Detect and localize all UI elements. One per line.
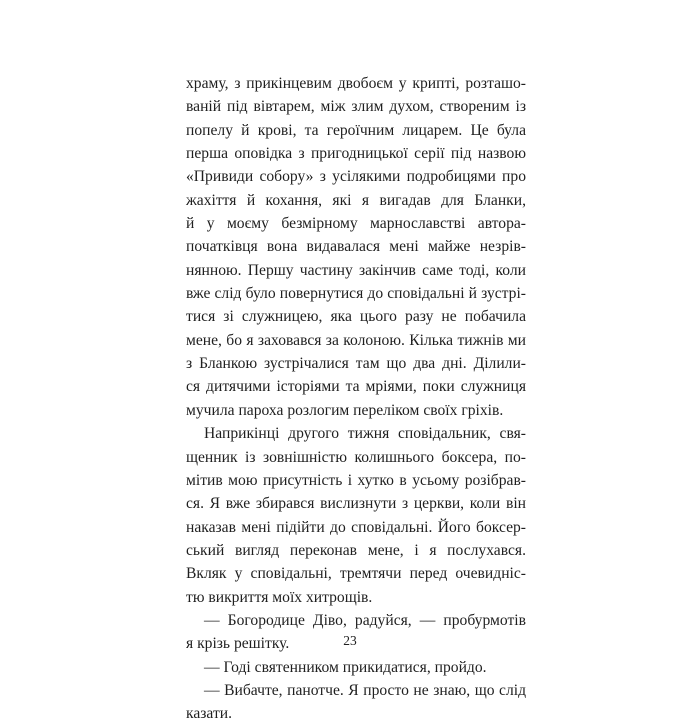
text-line: щенник із зовнішністю колишнього боксера, по- <box>186 448 526 466</box>
text-line: храму, з прикінцевим двобоєм у крипті, розташо- <box>186 75 526 92</box>
text-line: казати. <box>186 705 232 723</box>
page-number: 23 <box>343 633 357 648</box>
text-line: — Годі святенником прикидатися, пройдо. <box>204 658 487 676</box>
text-line: мучила пароха розлогим переліком своїх гріхів. <box>186 401 504 419</box>
text-line: я крізь решітку. <box>186 635 290 653</box>
text-line: — Вибачте, панотче. Я просто не знаю, що слід <box>204 681 526 699</box>
text-line: й у моєму безмірному марнославстві автора- <box>186 215 526 233</box>
text-line: ський вигляд переконав мене, і я послухався. <box>186 541 526 559</box>
text-line: Наприкінці другого тижня сповідальник, свя- <box>204 425 526 443</box>
text-line: нянною. Першу частину закінчив саме тоді, коли <box>186 261 526 279</box>
text-line: тися зі служницею, яка цього разу не побачила <box>186 308 526 326</box>
text-line: мітив мою присутність і хутко в усьому розібрав- <box>186 471 526 489</box>
text-line: жахіття й кохання, які я вигадав для Бланки, <box>186 191 526 209</box>
text-line: наказав мені підійти до сповідальні. Його боксер- <box>186 518 526 536</box>
text-line: мене, бо я заховався за колоною. Кілька тижнів ми <box>186 331 526 349</box>
text-line: попелу й крові, та героїчним лицарем. Це була <box>186 121 526 139</box>
text-line: — Богородице Діво, радуйся, — пробурмотів <box>204 611 526 629</box>
text-line: ся. Я вже збирався вислизнути з церкви, коли він <box>186 495 526 513</box>
text-line: тю викриття моїх хитрощів. <box>186 588 373 606</box>
text-line: вже слід було повернутися до сповідальні й зустрі- <box>186 285 526 303</box>
text-line: Вкляк у сповідальні, тремтячи перед очевидніс- <box>186 565 526 583</box>
text-line: початківця вона видавалася мені майже незрів- <box>186 238 526 256</box>
text-line: з Бланкою зустрічалися там що два дні. Ділили- <box>186 355 526 373</box>
body-text <box>186 72 526 726</box>
text-line: «Привиди собору» з усілякими подробицями про <box>186 168 526 186</box>
text-line: ся дитячими історіями та мріями, поки служниця <box>186 378 526 396</box>
text-line: ваній під вівтарем, між злим духом, створеним із <box>186 98 526 116</box>
text-line: перша оповідка з пригодницької серії під назвою <box>186 145 526 163</box>
